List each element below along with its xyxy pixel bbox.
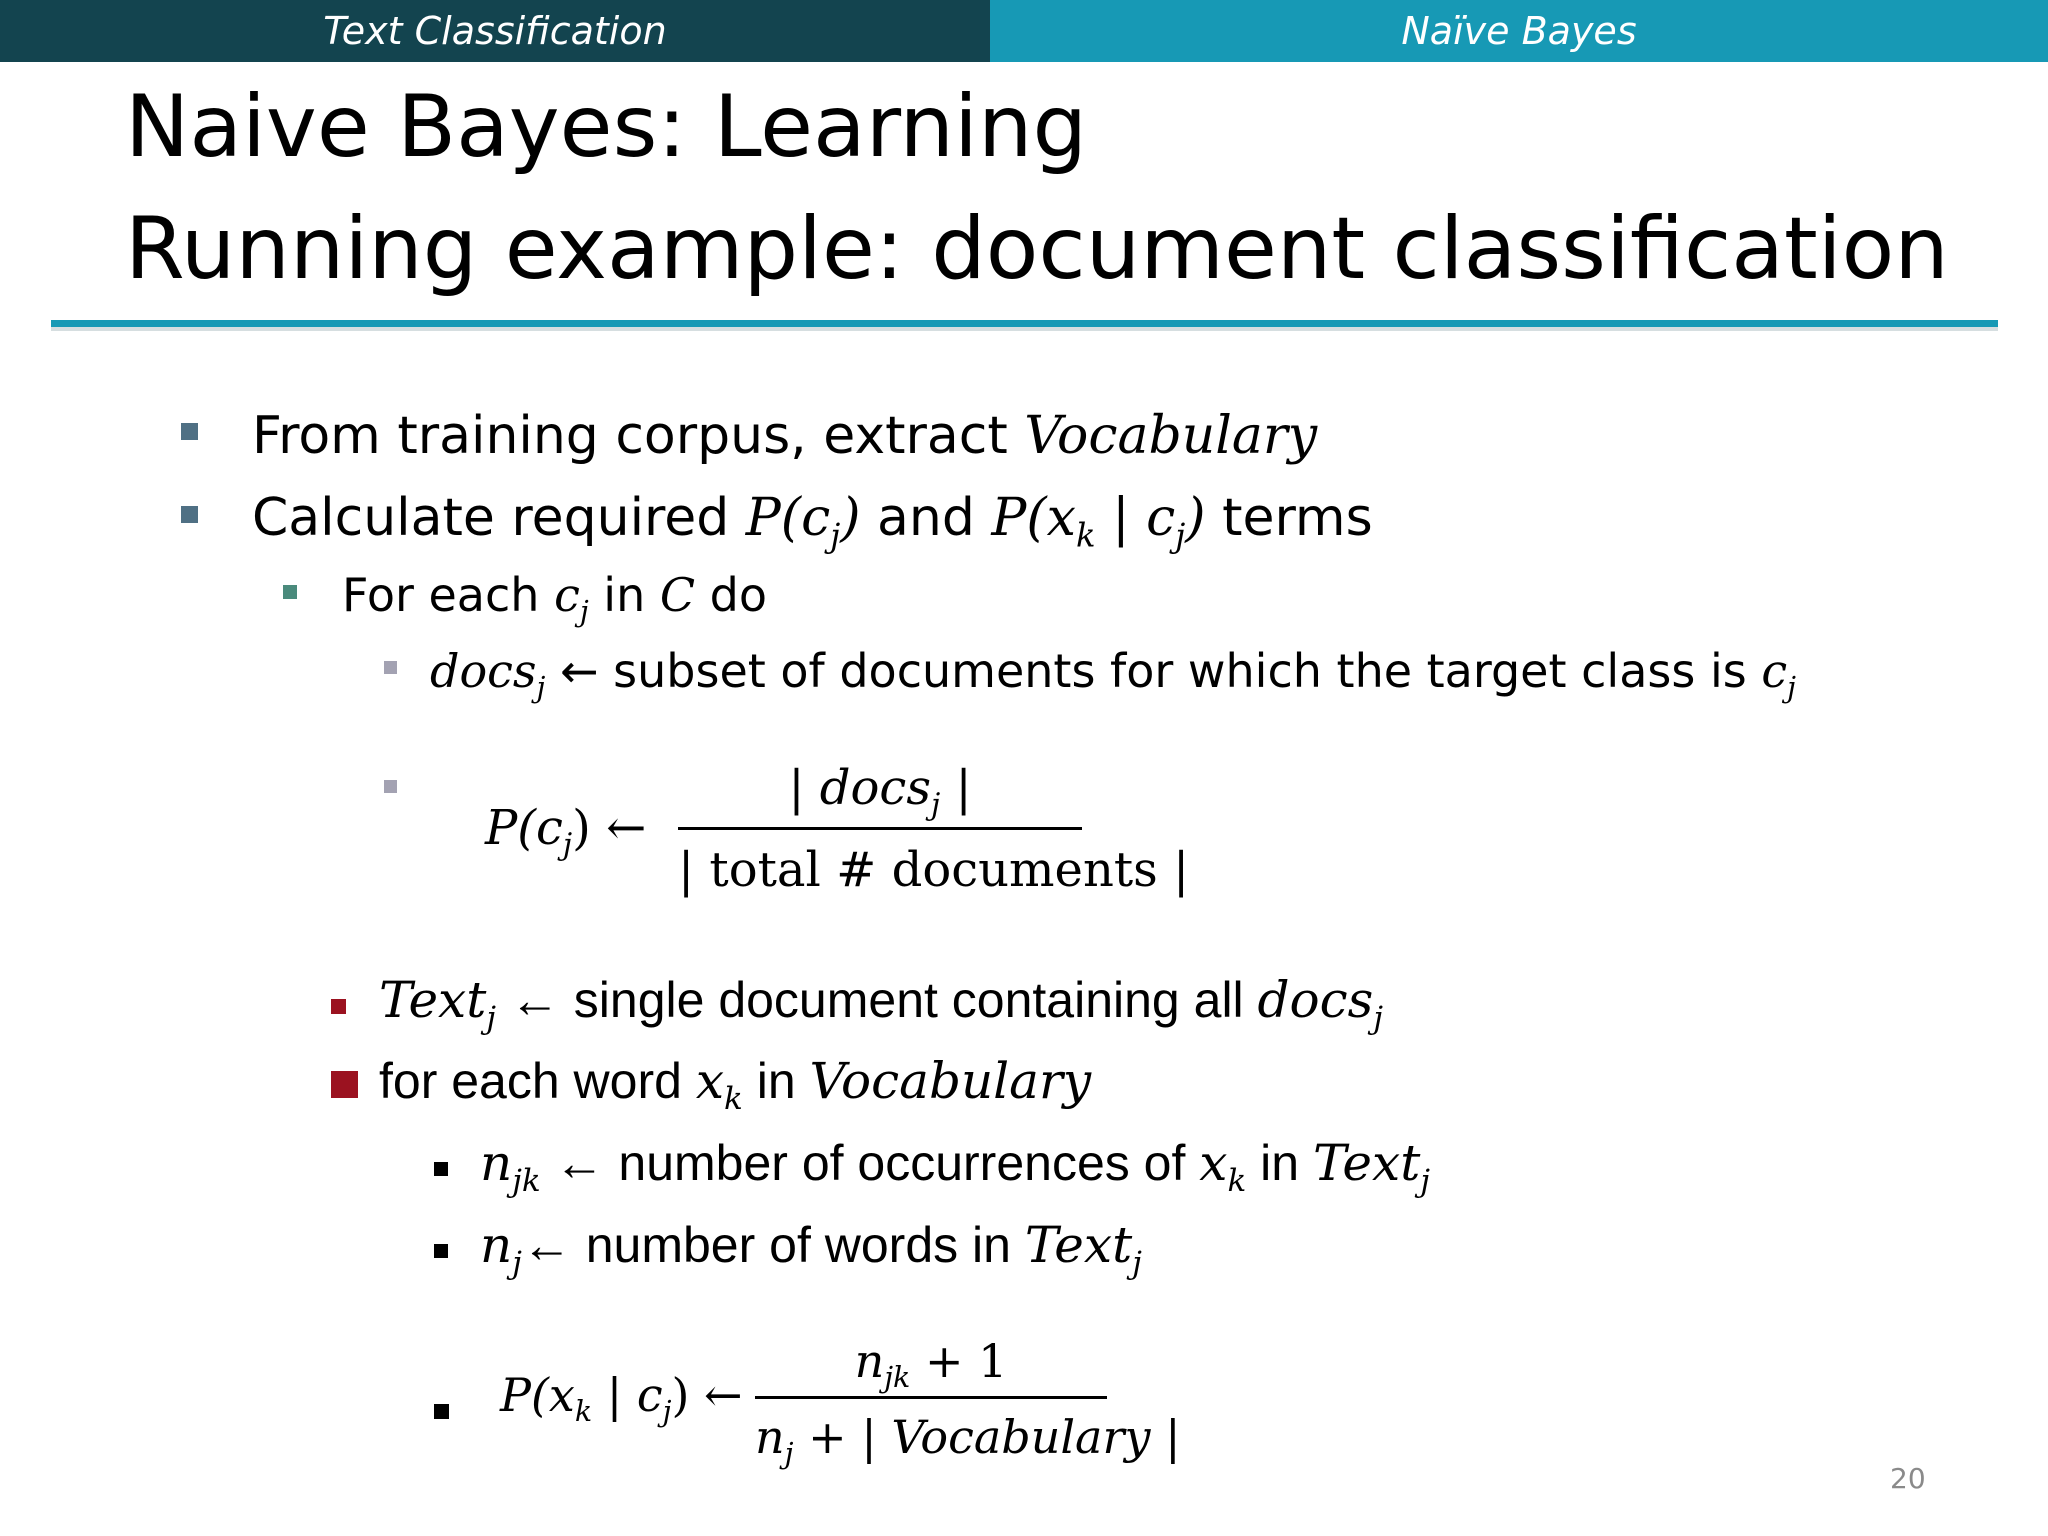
math-x: x xyxy=(1199,1134,1228,1192)
math-paren: ) xyxy=(840,488,861,548)
math-p-c: P(c xyxy=(485,800,563,856)
math-n: n xyxy=(480,1216,513,1274)
math-arrow: ← xyxy=(545,644,614,698)
math-text: Text xyxy=(1024,1216,1133,1274)
bullet-text: subset of documents for which the target class is xyxy=(613,644,1762,698)
math-c: c xyxy=(554,568,580,622)
math-x: x xyxy=(695,1052,725,1110)
bullet-occurrences xyxy=(480,1134,1430,1199)
bullet-text: terms xyxy=(1205,488,1373,548)
math-subscript: j xyxy=(1175,516,1186,555)
math-subscript: j xyxy=(830,516,841,555)
slide-title-line1: Naive Bayes: Learning xyxy=(125,77,1088,177)
bullet-text: single document containing all xyxy=(573,972,1258,1028)
math-vocabulary: Vocabulary xyxy=(809,1052,1092,1110)
math-text: Text xyxy=(379,971,487,1029)
math-subscript: k xyxy=(574,1394,593,1428)
math-subscript: jk xyxy=(512,1162,541,1199)
bullet-square-icon xyxy=(384,780,397,793)
formula-prior-lhs xyxy=(485,800,647,863)
section-tab-text-classification xyxy=(0,0,990,62)
math-subscript: j xyxy=(579,594,589,628)
bullet-square-icon xyxy=(384,661,397,674)
math-subscript: j xyxy=(512,1244,522,1281)
bullet-square-icon xyxy=(181,506,198,523)
math-arrow: ← xyxy=(495,972,574,1028)
bullet-square-icon xyxy=(434,1244,448,1258)
math-p-c: P(c xyxy=(745,488,831,548)
section-tab-label: Text Classification xyxy=(323,9,667,53)
math-subscript: k xyxy=(724,1080,743,1117)
math-docs: | docs xyxy=(788,760,931,816)
math-c: c xyxy=(1761,644,1788,698)
bullet-text: From training corpus, extract xyxy=(252,406,1025,466)
bullet-text: number of words in xyxy=(585,1217,1025,1273)
math-arrow: ) ← xyxy=(671,1368,743,1422)
math-subscript: j xyxy=(1420,1162,1430,1199)
bullet-text: in xyxy=(1246,1135,1313,1191)
var-vocabulary: Vocabulary xyxy=(1024,406,1318,466)
bullet-number-of-words xyxy=(480,1216,1142,1281)
formula-likelihood-numerator xyxy=(755,1334,1107,1394)
math-given: | c xyxy=(1095,488,1176,548)
title-divider-shadow xyxy=(51,327,1998,331)
math-arrow: ) ← xyxy=(572,800,647,856)
fraction-bar xyxy=(755,1396,1107,1399)
math-subscript: j xyxy=(1787,670,1796,704)
bullet-text: in xyxy=(742,1053,810,1109)
math-subscript: j xyxy=(930,787,941,823)
formula-prior-numerator xyxy=(678,760,1082,823)
math-subscript: j xyxy=(1132,1244,1142,1281)
math-set-c: C xyxy=(659,568,696,622)
bullet-square-icon xyxy=(181,423,198,440)
bullet-text: do xyxy=(695,568,768,622)
bullet-calculate-terms xyxy=(252,488,1373,555)
bullet-square-icon xyxy=(434,1162,448,1176)
bullet-text-single-document xyxy=(379,971,1383,1036)
math-subscript: jk xyxy=(884,1360,911,1394)
formula-likelihood-denominator xyxy=(755,1410,1181,1470)
fraction-bar xyxy=(678,827,1082,830)
bullet-square-icon xyxy=(331,1071,358,1098)
math-n: n xyxy=(755,1410,785,1464)
bullet-square-icon xyxy=(434,1404,449,1419)
section-tab-naive-bayes xyxy=(990,0,2048,62)
math-subscript: j xyxy=(486,999,496,1036)
math-n: n xyxy=(854,1334,885,1388)
math-subscript: j xyxy=(784,1436,794,1470)
math-subscript: j xyxy=(536,670,546,704)
bullet-square-icon xyxy=(283,585,297,599)
bullet-text: For each xyxy=(342,568,555,622)
section-tab-label: Naïve Bayes xyxy=(1401,9,1637,53)
bullet-docs-subset xyxy=(430,644,1796,704)
bullet-extract-vocabulary xyxy=(252,406,1318,466)
math-arrow: ← xyxy=(540,1135,619,1191)
formula-likelihood-lhs xyxy=(500,1368,743,1428)
bullet-text: for each word xyxy=(379,1053,696,1109)
bullet-square-icon xyxy=(331,999,346,1014)
math-n: n xyxy=(480,1134,513,1192)
math-paren: ) xyxy=(1185,488,1206,548)
bullet-for-each-class xyxy=(342,568,768,628)
math-arrow: ← xyxy=(521,1217,586,1273)
slide-title-line2: Running example: document classification xyxy=(125,199,1949,299)
math-subscript: j xyxy=(562,827,573,863)
math-p-x: P(x xyxy=(500,1368,575,1422)
page-number: 20 xyxy=(1890,1462,1926,1495)
bullet-text: and xyxy=(860,488,992,548)
math-plus-one: + 1 xyxy=(910,1334,1008,1388)
math-subscript: j xyxy=(1373,999,1383,1036)
title-divider xyxy=(51,320,1998,327)
bullet-text: in xyxy=(588,568,660,622)
math-docs: docs xyxy=(430,644,537,698)
math-docs: docs xyxy=(1257,971,1374,1029)
math-text: Text xyxy=(1312,1134,1421,1192)
math-subscript: k xyxy=(1076,516,1096,555)
math-subscript: j xyxy=(662,1394,672,1428)
math-vocabulary: + | Vocabulary | xyxy=(793,1410,1181,1464)
bullet-text: number of occurrences of xyxy=(618,1135,1200,1191)
math-bar: | xyxy=(940,760,972,816)
header-bar xyxy=(0,0,2048,62)
math-p-x: P(x xyxy=(991,488,1076,548)
math-subscript: k xyxy=(1227,1162,1247,1199)
math-given: | c xyxy=(592,1368,663,1422)
bullet-text: Calculate required xyxy=(252,488,746,548)
bullet-for-each-word xyxy=(379,1052,1092,1117)
formula-prior-denominator: | total # documents | xyxy=(678,842,1190,898)
